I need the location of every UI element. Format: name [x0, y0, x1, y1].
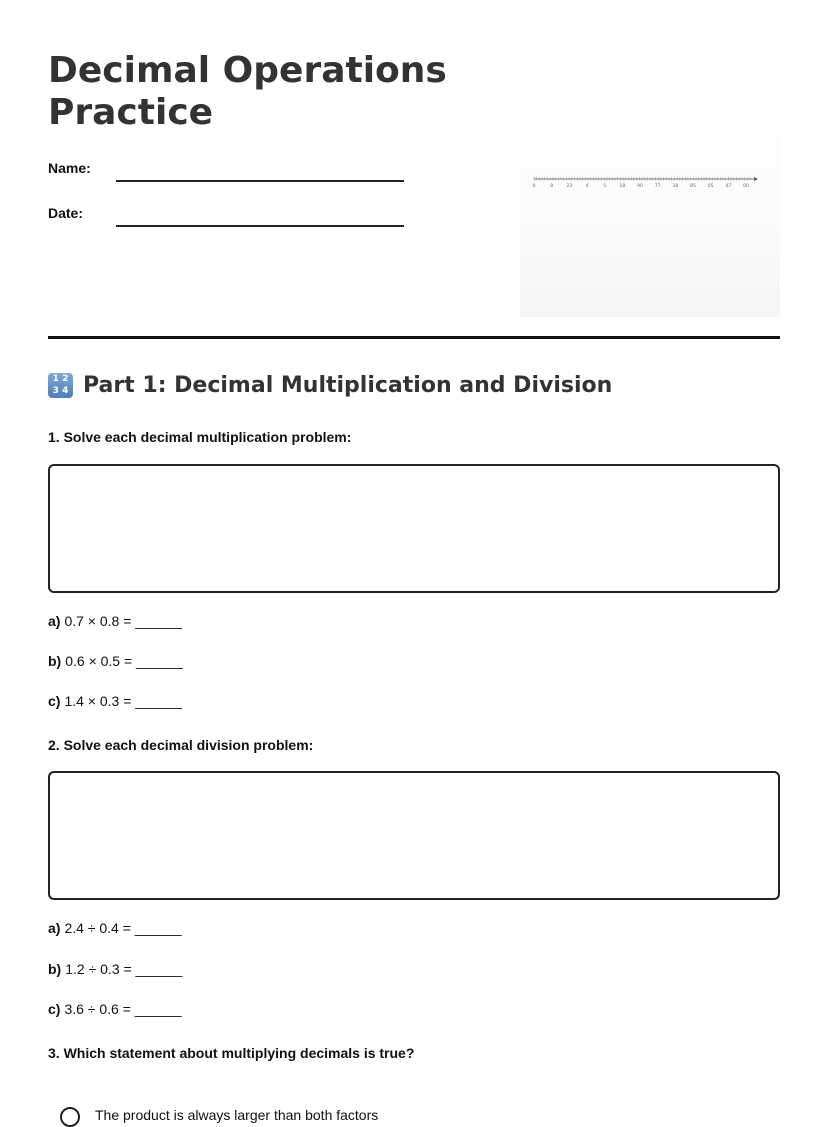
- worksheet-title: [48, 50, 447, 134]
- number-line-label: 00: [743, 184, 749, 189]
- question-1-work-area[interactable]: [48, 464, 780, 593]
- number-line-label: 5: [603, 184, 607, 189]
- question-3-prompt: 3. Which statement about multiplying decimals is true?: [48, 1045, 415, 1061]
- number-line-label: 0: [532, 184, 536, 189]
- part-1-title: Part 1: Decimal Multiplication and Division: [83, 373, 613, 398]
- question-2-work-area[interactable]: [48, 771, 780, 900]
- number-line-label: 05: [707, 184, 714, 189]
- title-line-1: Decimal Operations: [48, 50, 447, 91]
- date-field-line[interactable]: [116, 225, 404, 227]
- number-line-image: [520, 45, 780, 317]
- header-divider: [48, 336, 780, 339]
- q3-option-1-label[interactable]: The product is always larger than both factors: [95, 1107, 379, 1123]
- number-line-label: 18: [619, 184, 626, 189]
- number-line-label: 77: [654, 184, 661, 189]
- q1-item-b: b) 0.6 × 0.5 = ______: [48, 653, 183, 669]
- q2-item-b: b) 1.2 ÷ 0.3 = ______: [48, 961, 183, 977]
- date-label: Date:: [48, 205, 84, 221]
- title-line-2: Practice: [48, 92, 214, 133]
- part-1-heading: [48, 373, 612, 398]
- name-field-line[interactable]: [116, 180, 404, 182]
- number-line-label: 85: [690, 184, 696, 189]
- number-line-label: 28: [672, 184, 679, 189]
- question-2-prompt: 2. Solve each decimal division problem:: [48, 737, 314, 753]
- name-label: Name:: [48, 160, 91, 176]
- q3-option-1-radio[interactable]: [60, 1107, 80, 1127]
- number-line-label: 23: [566, 184, 573, 189]
- q2-item-a: a) 2.4 ÷ 0.4 = ______: [48, 920, 182, 936]
- question-1-prompt: 1. Solve each decimal multiplication problem:: [48, 429, 352, 445]
- q1-item-a: a) 0.7 × 0.8 = ______: [48, 613, 183, 629]
- number-line-arrow: [754, 177, 758, 181]
- input-numbers-icon: 1 2 3 4: [48, 373, 73, 398]
- number-line: [532, 173, 762, 193]
- number-line-label: 8: [550, 184, 554, 189]
- number-line-label: 90: [637, 184, 643, 189]
- q2-item-c: c) 3.6 ÷ 0.6 = ______: [48, 1001, 182, 1017]
- number-line-label: 4: [585, 184, 589, 189]
- number-line-label: 47: [725, 184, 732, 189]
- q1-item-c: c) 1.4 × 0.3 = ______: [48, 693, 183, 709]
